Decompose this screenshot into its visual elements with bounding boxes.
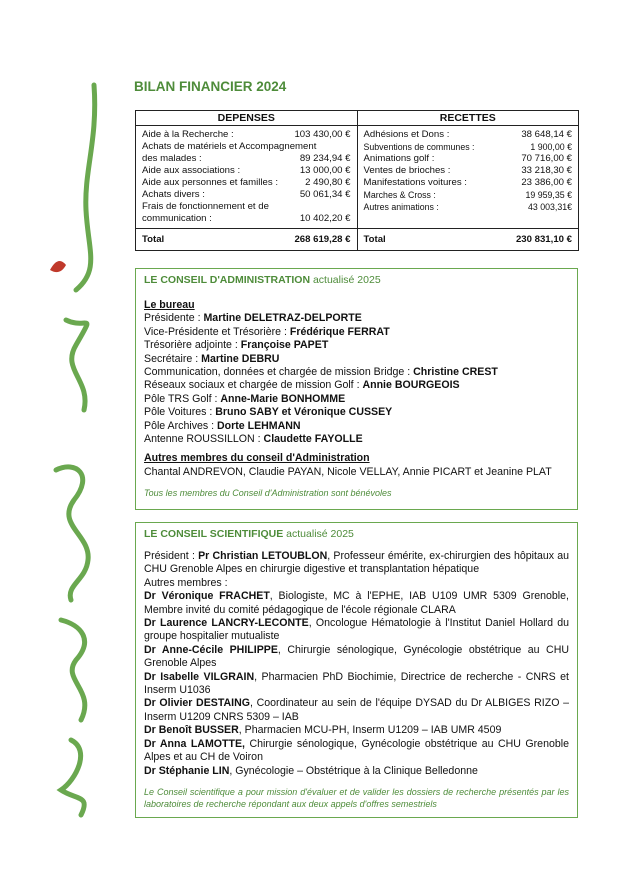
recette-row: Marches & Cross : 19 959,35 € [363, 190, 572, 200]
financial-table [135, 110, 579, 251]
ca-member: Secrétaire : Martine DEBRU [144, 352, 280, 365]
total-label: Total [142, 234, 165, 245]
depenses-header: DEPENSES [136, 111, 358, 126]
depense-row: communication : 10 402,20 € [142, 213, 351, 224]
brand-logo [36, 80, 116, 820]
total-depenses: 268 619,28 € [294, 234, 351, 245]
cs-member: Dr Stéphanie LIN, Gynécologie – Obstétrique à la Clinique Belledonne [144, 764, 478, 777]
others-title: Autres membres du conseil d'Administration [144, 452, 370, 465]
ca-member: Pôle TRS Golf : Anne-Marie BONHOMME [144, 392, 346, 405]
total-recettes: 230 831,10 € [515, 234, 572, 245]
total-recettes-cell [357, 229, 579, 251]
ca-member: Réseaux sociaux et chargée de mission Golf : Annie BOURGEOIS [144, 379, 460, 392]
depense-row: Frais de fonctionnement et de [142, 201, 269, 212]
depense-row: Achats divers : 50 061,34 € [142, 189, 351, 200]
cs-member: Dr Laurence LANCRY-LECONTE, Oncologue Hématologie à l'Institut Daniel Hollard du groupe hospitalier mutualiste [144, 617, 569, 643]
cs-president: Président : Pr Christian LETOUBLON, Professeur émérite, ex-chirurgien des hôpitaux au CHU Grenoble Alpes en chirurgie digestive et transplantation hépatique [144, 550, 569, 576]
total-depenses-cell [136, 229, 358, 251]
ca-note: Tous les membres du Conseil d'Administration sont bénévoles [144, 488, 392, 499]
cs-member: Dr Anne-Cécile PHILIPPE, Chirurgie sénologique, Gynécologie obstétrique au CHU Grenoble Alpes [144, 643, 569, 670]
recettes-cell [357, 126, 579, 229]
cs-others-label: Autres membres : [144, 576, 228, 589]
recette-row: Adhésions et Dons : 38 648,14 € [363, 129, 572, 140]
depense-row: des malades : 89 234,94 € [142, 153, 351, 164]
bureau-title: Le bureau [144, 299, 195, 311]
cs-member: Dr Olivier DESTAING, Coordinateur au sein de l'équipe DYSAD du Dr ALBIGES RIZO – Inserm U1209 CNRS 5309 – IAB [144, 697, 569, 723]
recette-row: Subventions de communes : 1 900,00 € [363, 142, 572, 152]
ca-member: Pôle Voitures : Bruno SABY et Véronique CUSSEY [144, 406, 393, 419]
recette-row: Autres animations : 43 003,31€ [363, 202, 572, 212]
cs-note: Le Conseil scientifique a pour mission d'évaluer et de valider les dossiers de recherche présentés par les laboratoires de recherche répondant aux deux appels d'offres semestriels [144, 786, 569, 809]
conseil-administration-box [135, 268, 578, 510]
page-title: BILAN FINANCIER 2024 [134, 79, 287, 94]
ca-member: Trésorière adjointe : Françoise PAPET [144, 339, 329, 352]
depense-row: Achats de matériels et Accompagnement [142, 141, 317, 152]
recette-row: Animations golf : 70 716,00 € [363, 153, 572, 164]
ca-others: Chantal ANDREVON, Claudie PAYAN, Nicole VELLAY, Annie PICART et Jeanine PLAT [144, 465, 552, 478]
ca-member: Communication, données et chargée de mission Bridge : Christine CREST [144, 366, 498, 379]
ca-member: Pôle Archives : Dorte LEHMANN [144, 419, 301, 432]
depenses-cell [136, 126, 358, 229]
depense-row: Aide aux associations : 13 000,00 € [142, 165, 351, 176]
cs-member: Dr Benoît BUSSER, Pharmacien MCU-PH, Inserm U1209 – IAB UMR 4509 [144, 724, 502, 737]
ca-member: Présidente : Martine DELETRAZ-DELPORTE [144, 312, 362, 325]
total-label: Total [363, 234, 386, 245]
cs-member: Dr Isabelle VILGRAIN, Pharmacien PhD Biochimie, Directrice de recherche - CNRS et Inserm U1036 [144, 670, 569, 697]
ca-heading: LE CONSEIL D'ADMINISTRATION actualisé 2025 [144, 274, 381, 286]
ca-member: Antenne ROUSSILLON : Claudette FAYOLLE [144, 433, 363, 446]
recette-row: Ventes de brioches : 33 218,30 € [363, 165, 572, 176]
conseil-scientifique-box [135, 522, 578, 818]
depense-row: Aide à la Recherche : 103 430,00 € [142, 129, 351, 140]
cs-member: Dr Anna LAMOTTE, Chirurgie sénologique, Gynécologie obstétrique au CHU Grenoble Alpes et au CH de Voiron [144, 737, 569, 764]
ca-member: Vice-Présidente et Trésorière : Frédérique FERRAT [144, 325, 390, 338]
recette-row: Manifestations voitures : 23 386,00 € [363, 177, 572, 188]
depense-row: Aide aux personnes et familles : 2 490,80 € [142, 177, 351, 188]
cs-member: Dr Véronique FRACHET, Biologiste, MC à l'EPHE, IAB U109 UMR 5309 Grenoble, Membre invité du comité pédagogique de l'école régionale CLARA [144, 590, 569, 616]
recettes-header: RECETTES [357, 111, 579, 126]
cs-heading: LE CONSEIL SCIENTIFIQUE actualisé 2025 [144, 528, 354, 540]
